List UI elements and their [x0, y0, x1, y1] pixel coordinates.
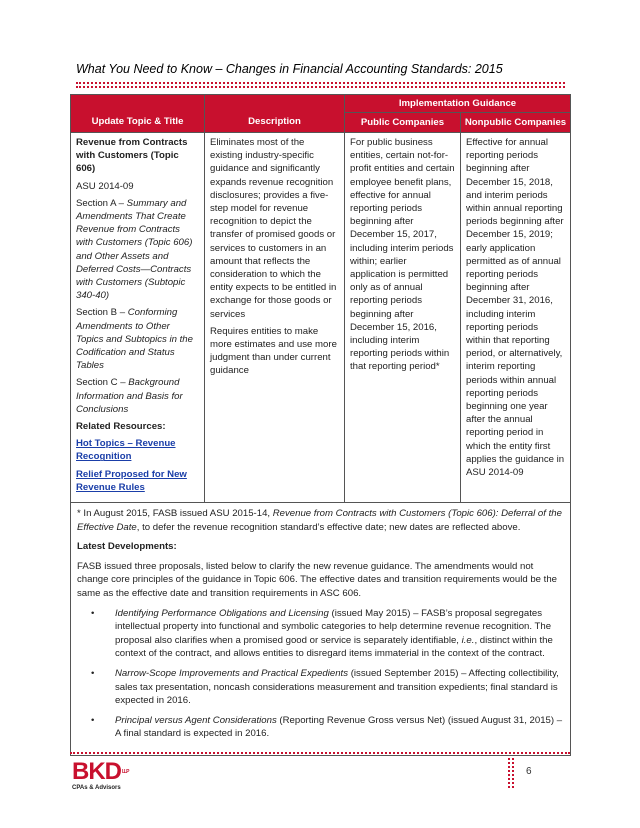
bullet-icon: • [91, 607, 95, 619]
relief-proposed-link[interactable]: Relief Proposed for New Revenue Rules [76, 468, 187, 493]
description-paragraph-2: Requires entities to make more estimates and use more judgment than under current guidance [210, 325, 337, 377]
latest-developments-heading: Latest Developments: [77, 541, 177, 553]
standards-table [70, 94, 571, 756]
public-cell [345, 133, 461, 503]
public-guidance: For public business entities, certain not-for-profit entities and certain employee benefit plans, effective for annual reporting periods beginning after December 15, 2017, including interim periods within; earlier application is permitted only as of annual reporting periods beginning after December 15, 2016, including interim reporting periods within that reporting period* [350, 137, 455, 373]
title-divider-secondary [76, 86, 565, 88]
description-paragraph-1: Eliminates most of the existing industry-specific guidance and significantly expands revenue recognition disclosures; provides a five-step model for revenue recognition to depict the transfer of promised goods or services to customers in an amount that reflects the consideration to which the entity expects to be entitled in exchange for those goods or services [210, 137, 337, 320]
proposals-list [77, 607, 564, 741]
section-b: Section B – Conforming Amendments to Other Topics and Subtopics in the Codification and Status Tables [76, 307, 193, 372]
header-implementation: Implementation Guidance [345, 95, 571, 113]
asu-number: ASU 2014-09 [76, 180, 134, 192]
list-item: • Narrow-Scope Improvements and Practical Expedients (issued September 2015) – Affecting collectibility, sales tax presentation, noncash considerations measurement and transition expedients; final standard is expected in 2016. [91, 668, 559, 707]
description-cell [205, 133, 345, 503]
page-number: 6 [526, 766, 532, 777]
footer-divider [70, 752, 570, 754]
nonpublic-cell [461, 133, 571, 503]
bullet-icon: • [91, 714, 95, 726]
footer-vertical-divider-secondary [512, 758, 514, 788]
header-nonpublic: Nonpublic Companies [461, 113, 571, 133]
logo-tagline: CPAs & Advisors [72, 785, 121, 791]
bullet-icon: • [91, 668, 95, 680]
page-title: What You Need to Know – Changes in Financial Accounting Standards: 2015 [76, 62, 503, 76]
topic-cell [71, 133, 205, 503]
hot-topics-link[interactable]: Hot Topics – Revenue Recognition [76, 438, 176, 463]
header-public: Public Companies [345, 113, 461, 133]
nonpublic-guidance: Effective for annual reporting periods beginning after December 15, 2018, and interim periods within annual reporting periods beginning after December 15, 2019; early application permitted as of annual reporting periods beginning after December 31, 2016, including interim reporting periods within that reporting period, or alternatively, interim reporting periods within annual reporting periods beginning one year after the annual reporting period in which the entity first applies the guidance in ASU 2014-09 [466, 137, 565, 479]
latest-developments-text: FASB issued three proposals, listed below to clarify the new revenue guidance. The amendments would not change core principles of the guidance in Topic 606. The effective dates and transition requirements would be the same as the effective date and transition requirements in ASC 606. [77, 560, 557, 600]
list-item: • Principal versus Agent Considerations (Reporting Revenue Gross versus Net) (issued August 31, 2015) – A final standard is expected in 2016. [91, 714, 563, 740]
section-a: Section A – Summary and Amendments That Create Revenue from Contracts with Customers (Topic 606) and Other Assets and Deferred Costs—Contracts with Customers (Subtopic 340-40) [76, 197, 193, 302]
notes-cell [71, 503, 571, 756]
header-description: Description [205, 95, 345, 133]
footer-vertical-divider [508, 758, 510, 788]
related-resources-label: Related Resources: [76, 421, 166, 433]
section-c: Section C – Background Information and Basis for Conclusions [76, 377, 183, 415]
footnote: * In August 2015, FASB issued ASU 2015-14, Revenue from Contracts with Customers (Topic 606): Deferral of the Effective Date, to defer the revenue recognition standard’s effective date; new dates are reflected above. [77, 508, 562, 533]
header-topic: Update Topic & Title [71, 95, 205, 133]
list-item: • Identifying Performance Obligations and Licensing (issued May 2015) – FASB’s proposal segregates intellectual property into functional and symbolic categories to help determine revenue recognition. The proposal also clarifies when a promised good or service is separately identifiable, i.e., distinct within the context of the contract, and allows entities to disregard items immaterial in the context of the contract. [91, 607, 553, 660]
title-divider [76, 82, 565, 84]
table-row [71, 133, 571, 503]
topic-title: Revenue from Contracts with Customers (Topic 606) [76, 137, 188, 175]
bkd-logo: $BKD^{LLP}$ CPAs & Advisors [72, 760, 134, 794]
